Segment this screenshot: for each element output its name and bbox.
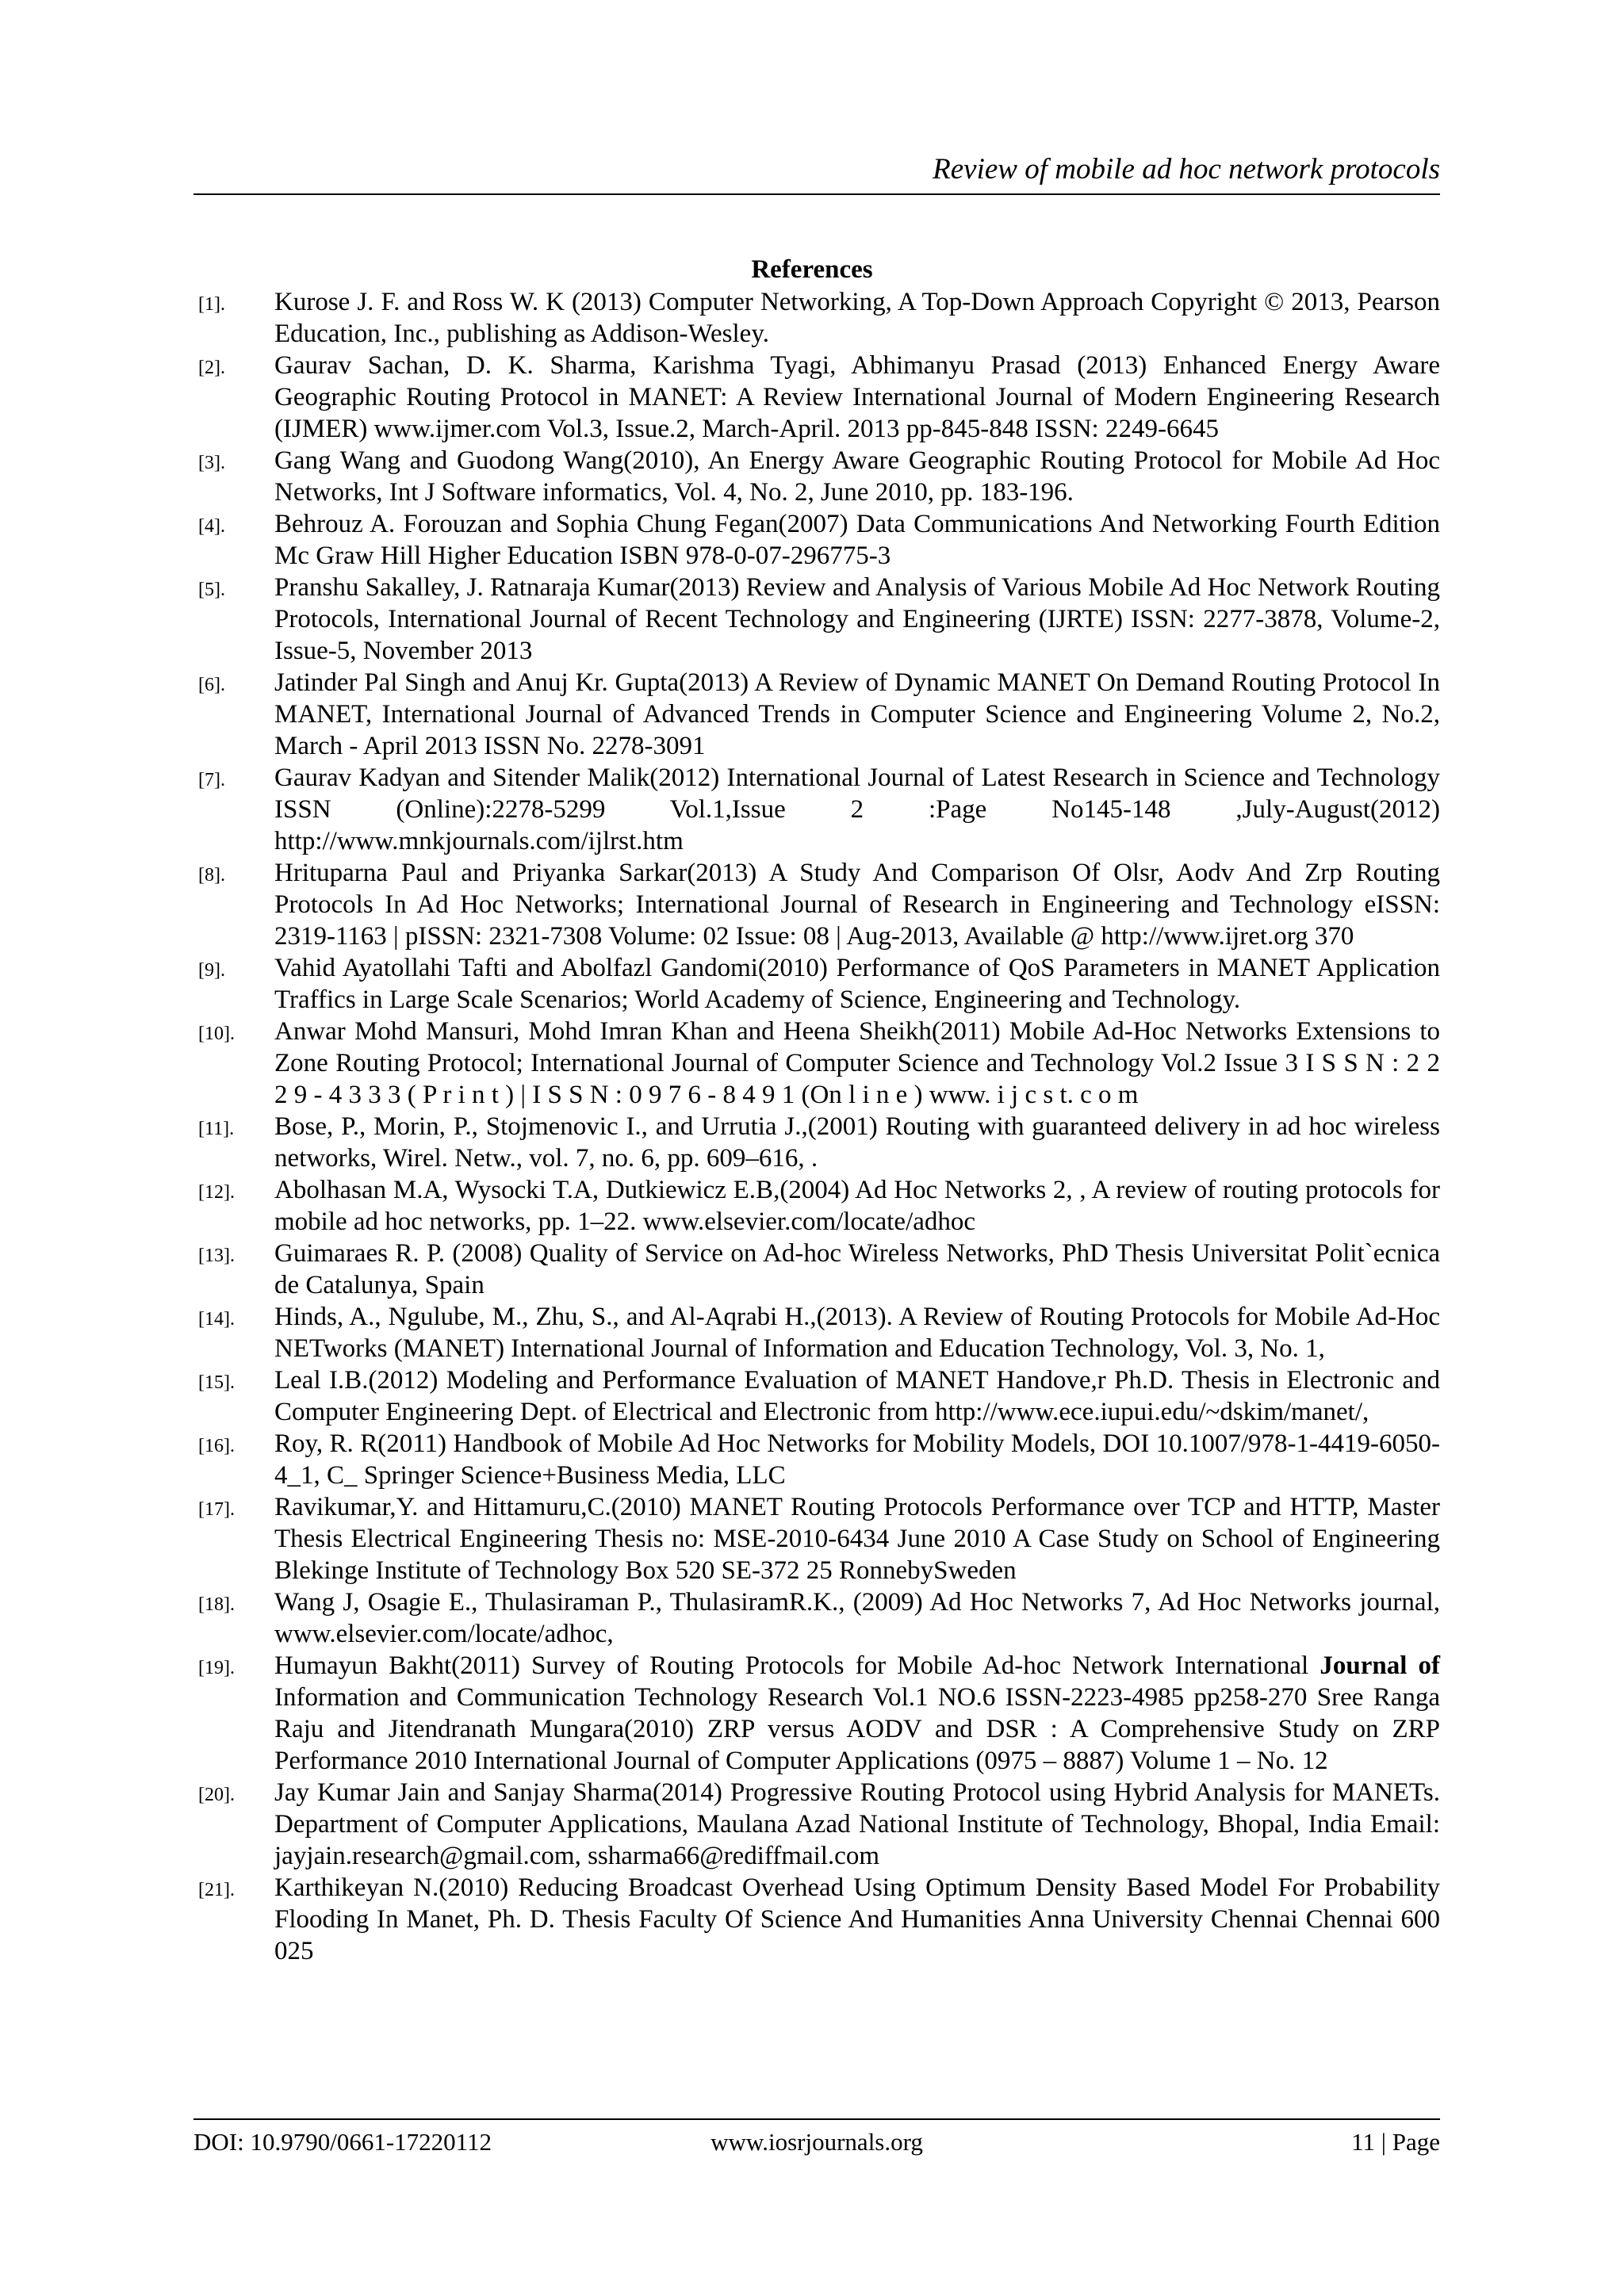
- reference-number: [19].: [198, 1658, 235, 1678]
- reference-text: Jay Kumar Jain and Sanjay Sharma(2014) Progressive Routing Protocol using Hybrid Analysis for MANETs. Department of Computer Applications, Maulana Azad National Institute of Technology, Bhopal, India Email: jayjain.research@gmail.com, ssharma66@rediffmail.com: [274, 1778, 1440, 1870]
- page-header: [193, 149, 1440, 195]
- running-title: Review of mobile ad hoc network protocols: [933, 153, 1440, 186]
- reference-number: [5].: [198, 580, 225, 600]
- reference-number: [8].: [198, 865, 225, 886]
- reference-item: [198, 445, 1440, 508]
- reference-item: [198, 1174, 1440, 1238]
- reference-text: Leal I.B.(2012) Modeling and Performance Evaluation of MANET Handove,r Ph.D. Thesis in Electronic and Computer Engineering Dept. of Electrical and Electronic from http://www.ece.iupui.edu/~dskim/manet/,: [274, 1366, 1440, 1426]
- reference-number: [1].: [198, 294, 225, 315]
- reference-text: Pranshu Sakalley, J. Ratnaraja Kumar(2013) Review and Analysis of Various Mobile Ad Hoc Network Routing Protocols, International Journal of Recent Technology and Engineering (IJRTE) ISSN: 2277-3878, Volume-2, Issue-5, November 2013: [274, 573, 1440, 665]
- reference-text: Jatinder Pal Singh and Anuj Kr. Gupta(2013) A Review of Dynamic MANET On Demand Routing Protocol In MANET, International Journal of Advanced Trends in Computer Science and Engineering Volume 2, No.2, March - April 2013 ISSN No. 2278-3091: [274, 668, 1440, 760]
- reference-item: [198, 1111, 1440, 1174]
- reference-item: [198, 857, 1440, 952]
- reference-item: [198, 1777, 1440, 1872]
- journal-site: www.iosrjournals.org: [710, 2128, 923, 2156]
- reference-item: [198, 572, 1440, 667]
- reference-number: [14].: [198, 1309, 235, 1330]
- reference-number: [9].: [198, 960, 225, 981]
- reference-item: [198, 1491, 1440, 1586]
- reference-number: [18].: [198, 1594, 235, 1615]
- reference-text: Hrituparna Paul and Priyanka Sarkar(2013) A Study And Comparison Of Olsr, Aodv And Zrp Routing Protocols In Ad Hoc Networks; International Journal of Research in Engineering and Technology eISSN: 2319-1163 | pISSN: 2321-7308 Volume: 02 Issue: 08 | Aug-2013, Available @ http://www.ijret.org 370: [274, 859, 1440, 951]
- reference-number: [21].: [198, 1880, 235, 1900]
- reference-number: [10].: [198, 1024, 235, 1044]
- reference-text: Gang Wang and Guodong Wang(2010), An Energy Aware Geographic Routing Protocol for Mobile Ad Hoc Networks, Int J Software informatics, Vol. 4, No. 2, June 2010, pp. 183-196.: [274, 446, 1440, 507]
- reference-number: [12].: [198, 1182, 235, 1203]
- reference-item: [198, 350, 1440, 445]
- reference-item: [198, 1301, 1440, 1364]
- reference-number: [17].: [198, 1499, 235, 1520]
- references-heading: References: [751, 255, 873, 284]
- reference-text: Abolhasan M.A, Wysocki T.A, Dutkiewicz E.B,(2004) Ad Hoc Networks 2, , A review of routing protocols for mobile ad hoc networks, pp. 1–22. www.elsevier.com/locate/adhoc: [274, 1176, 1440, 1236]
- reference-number: [13].: [198, 1246, 235, 1266]
- reference-number: [15].: [198, 1372, 235, 1393]
- reference-text: Ravikumar,Y. and Hittamuru,C.(2010) MANET Routing Protocols Performance over TCP and HTTP, Master Thesis Electrical Engineering Thesis no: MSE-2010-6434 June 2010 A Case Study on School of Engineering Blekinge Institute of Technology Box 520 SE-372 25 RonnebySweden: [274, 1493, 1440, 1585]
- reference-text: Kurose J. F. and Ross W. K (2013) Computer Networking, A Top-Down Approach Copyright © 2013, Pearson Education, Inc., publishing as Addison-Wesley.: [274, 288, 1440, 348]
- reference-item: [198, 286, 1440, 350]
- reference-item: [198, 508, 1440, 572]
- reference-number: [2].: [198, 358, 225, 378]
- references-list: [198, 286, 1440, 1967]
- reference-item: [198, 952, 1440, 1016]
- reference-text: Roy, R. R(2011) Handbook of Mobile Ad Hoc Networks for Mobility Models, DOI 10.1007/978-1-4419-6050-4_1, C_ Springer Science+Business Media, LLC: [274, 1429, 1440, 1490]
- reference-text: Karthikeyan N.(2010) Reducing Broadcast Overhead Using Optimum Density Based Model For Probability Flooding In Manet, Ph. D. Thesis Faculty Of Science And Humanities Anna University Chennai Chennai 600 025: [274, 1873, 1440, 1965]
- reference-text-start: Humayun Bakht(2011) Survey of Routing Protocols for Mobile Ad-hoc Network International: [274, 1651, 1320, 1680]
- reference-item: [198, 1364, 1440, 1428]
- page-footer: [193, 2118, 1440, 2160]
- reference-text: Behrouz A. Forouzan and Sophia Chung Fegan(2007) Data Communications And Networking Fourth Edition Mc Graw Hill Higher Education ISBN 978-0-07-296775-3: [274, 510, 1440, 570]
- reference-item: [198, 762, 1440, 857]
- reference-text-end: Information and Communication Technology Research Vol.1 NO.6 ISSN-2223-4985 pp258-270 Sree Ranga Raju and Jitendranath Mungara(2010) ZRP versus AODV and DSR : A Comprehensive Study on ZRP Performance 2010 International Journal of Computer Applications (0975 – 8887) Volume 1 – No. 12: [274, 1683, 1440, 1775]
- reference-item: [198, 667, 1440, 762]
- reference-text-bold: Journal of: [1320, 1651, 1441, 1680]
- reference-text: [274, 1650, 1440, 1777]
- reference-number: [16].: [198, 1436, 235, 1456]
- reference-text: Gaurav Sachan, D. K. Sharma, Karishma Tyagi, Abhimanyu Prasad (2013) Enhanced Energy Aware Geographic Routing Protocol in MANET: A Review International Journal of Modern Engineering Research (IJMER) www.ijmer.com Vol.3, Issue.2, March-April. 2013 pp-845-848 ISSN: 2249-6645: [274, 351, 1440, 443]
- reference-number: [11].: [198, 1119, 235, 1139]
- reference-item: [198, 1650, 1440, 1777]
- reference-text: Anwar Mohd Mansuri, Mohd Imran Khan and Heena Sheikh(2011) Mobile Ad-Hoc Networks Extensions to Zone Routing Protocol; International Journal of Computer Science and Technology Vol.2 Issue 3 I S S N : 2 2 2 9 - 4 3 3 3 ( P r i n t ) | I S S N : 0 9 7 6 - 8 4 9 1 (On l i n e ) www. i j c s t. c o m: [274, 1017, 1440, 1109]
- reference-text: Vahid Ayatollahi Tafti and Abolfazl Gandomi(2010) Performance of QoS Parameters in MANET Application Traffics in Large Scale Scenarios; World Academy of Science, Engineering and Technology.: [274, 954, 1440, 1014]
- reference-text: Guimaraes R. P. (2008) Quality of Service on Ad-hoc Wireless Networks, PhD Thesis Universitat Polit`ecnica de Catalunya, Spain: [274, 1239, 1440, 1299]
- reference-text: Bose, P., Morin, P., Stojmenovic I., and Urrutia J.,(2001) Routing with guaranteed delivery in ad hoc wireless networks, Wirel. Netw., vol. 7, no. 6, pp. 609–616, .: [274, 1112, 1440, 1173]
- reference-item: [198, 1586, 1440, 1650]
- reference-number: [4].: [198, 516, 225, 537]
- doi-text: DOI: 10.9790/0661-17220112: [193, 2128, 492, 2156]
- reference-number: [7].: [198, 770, 225, 790]
- reference-number: [3].: [198, 453, 225, 473]
- reference-item: [198, 1016, 1440, 1111]
- reference-text: Hinds, A., Ngulube, M., Zhu, S., and Al-Aqrabi H.,(2013). A Review of Routing Protocols for Mobile Ad-Hoc NETworks (MANET) International Journal of Information and Education Technology, Vol. 3, No. 1,: [274, 1303, 1440, 1363]
- reference-number: [6].: [198, 675, 225, 695]
- page-number: 11 | Page: [1351, 2128, 1440, 2156]
- reference-text: Wang J, Osagie E., Thulasiraman P., ThulasiramR.K., (2009) Ad Hoc Networks 7, Ad Hoc Networks journal, www.elsevier.com/locate/adhoc,: [274, 1588, 1440, 1648]
- reference-item: [198, 1872, 1440, 1967]
- reference-text: Gaurav Kadyan and Sitender Malik(2012) International Journal of Latest Research in Science and Technology ISSN (Online):2278-5299 Vol.1,Issue 2 :Page No145-148 ,July-August(2012) http://www.mnkjournals.com/ijlrst.htm: [274, 763, 1440, 855]
- reference-number: [20].: [198, 1785, 235, 1805]
- reference-item: [198, 1428, 1440, 1491]
- reference-item: [198, 1238, 1440, 1301]
